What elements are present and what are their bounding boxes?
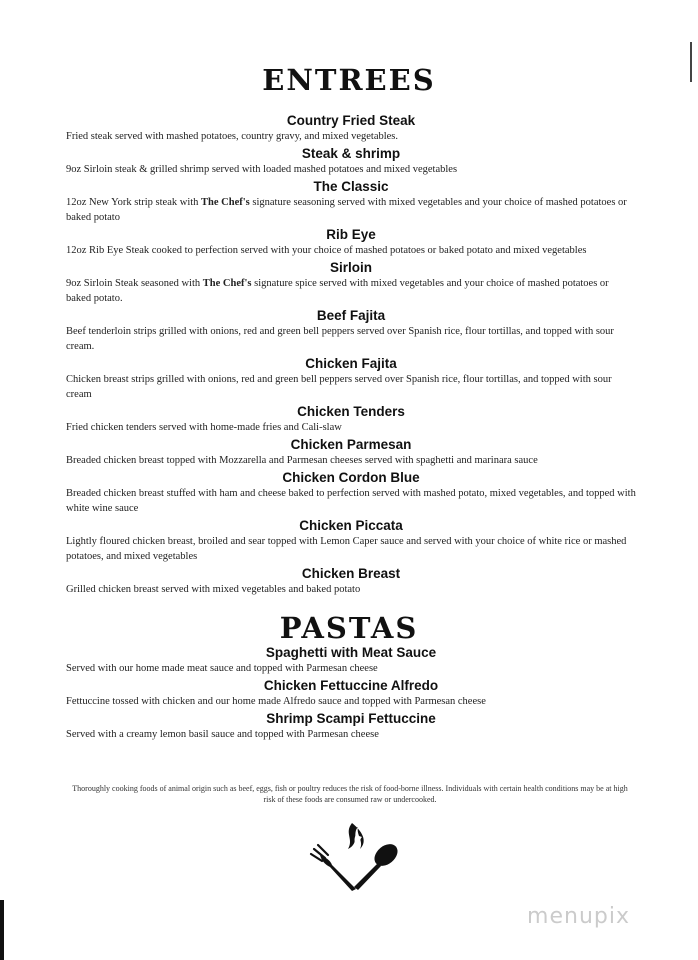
chef-brand-text: The Chef's — [202, 278, 252, 289]
menu-item-description: Fried chicken tenders served with home-made fries and Cali-slaw — [66, 422, 342, 433]
menu-item-description: Chicken breast strips grilled with onions, red and green bell peppers served over Spanish rice, flour tortillas, and topped with sour cream — [66, 374, 612, 400]
menu-item-name: Chicken Breast — [301, 566, 401, 581]
menu-item-name: Spaghetti with Meat Sauce — [265, 645, 437, 660]
menupix-watermark: menupix — [527, 904, 630, 929]
food-safety-disclaimer: Thoroughly cooking foods of animal origin such as beef, eggs, fish or poultry reduces the risk of food-borne illness. Individuals with certain health conditions may be at high risk of these foods are consumed raw or undercooked. — [72, 784, 628, 804]
entrees-list — [66, 113, 636, 599]
desc-text: 12oz New York strip steak with — [66, 197, 202, 208]
menu-item-description: 12oz Rib Eye Steak cooked to perfection served with your choice of mashed potatoes or baked potato and mixed vegetables — [66, 245, 587, 256]
menu-item-name: Chicken Fajita — [305, 356, 397, 371]
menu-item-name: The Classic — [313, 179, 389, 194]
fork-spoon-flame-logo-icon — [308, 815, 404, 895]
menu-item-name: Chicken Cordon Blue — [282, 470, 420, 485]
scan-edge-bar — [0, 900, 4, 960]
menu-item-name: Country Fried Steak — [286, 113, 416, 128]
menu-item-name: Beef Fajita — [316, 308, 386, 323]
menu-item-description: Served with our home made meat sauce and topped with Parmesan cheese — [66, 663, 378, 674]
menu-item-name: Rib Eye — [326, 227, 376, 242]
menu-item-description: Fettuccine tossed with chicken and our home made Alfredo sauce and topped with Parmesan cheese — [66, 696, 486, 707]
menu-item-description: Beef tenderloin strips grilled with onions, red and green bell peppers served over Spanish rice, flour tortillas, and topped with sour cream. — [66, 326, 614, 352]
menu-item-name: Shrimp Scampi Fettuccine — [266, 711, 436, 726]
desc-text: signature spice served with mixed vegetables and your choice of mashed potatoes or baked potato. — [66, 278, 609, 304]
menu-item-name: Chicken Piccata — [299, 518, 403, 533]
menu-item-name: Steak & shrimp — [301, 146, 401, 161]
menu-item-description — [66, 195, 636, 225]
menu-item-description: Served with a creamy lemon basil sauce and topped with Parmesan cheese — [66, 729, 379, 740]
menu-item-name: Chicken Tenders — [297, 404, 405, 419]
menu-item-name: Chicken Parmesan — [290, 437, 412, 452]
menu-item-description: Breaded chicken breast topped with Mozzarella and Parmesan cheeses served with spaghetti and marinara sauce — [66, 455, 538, 466]
menu-item-description: Breaded chicken breast stuffed with ham and cheese baked to perfection served with mashed potato, mixed vegetables, and topped with white wine sauce — [66, 488, 636, 514]
desc-text: signature seasoning served with mixed vegetables and your choice of mashed potatoes or baked potato — [66, 197, 627, 223]
menu-item-description — [66, 276, 636, 306]
menu-item-description: Fried steak served with mashed potatoes, country gravy, and mixed vegetables. — [66, 131, 399, 142]
pastas-section-title: PASTAS — [279, 611, 419, 645]
pastas-list — [66, 645, 636, 744]
entrees-section-title: ENTREES — [262, 63, 436, 97]
desc-text: 9oz Sirloin Steak seasoned with — [66, 278, 203, 289]
menu-item-name: Sirloin — [329, 260, 372, 275]
menu-item-description: Grilled chicken breast served with mixed vegetables and baked potato — [66, 584, 361, 595]
menu-item-description: Lightly floured chicken breast, broiled and sear topped with Lemon Caper sauce and served with your choice of white rice or mashed potatoes, and mixed vegetables — [66, 536, 627, 562]
chef-brand-text: The Chef's — [201, 197, 250, 208]
menu-item-name: Chicken Fettuccine Alfredo — [263, 678, 439, 693]
menu-item-description: 9oz Sirloin steak & grilled shrimp served with loaded mashed potatoes and mixed vegetables — [66, 164, 458, 175]
